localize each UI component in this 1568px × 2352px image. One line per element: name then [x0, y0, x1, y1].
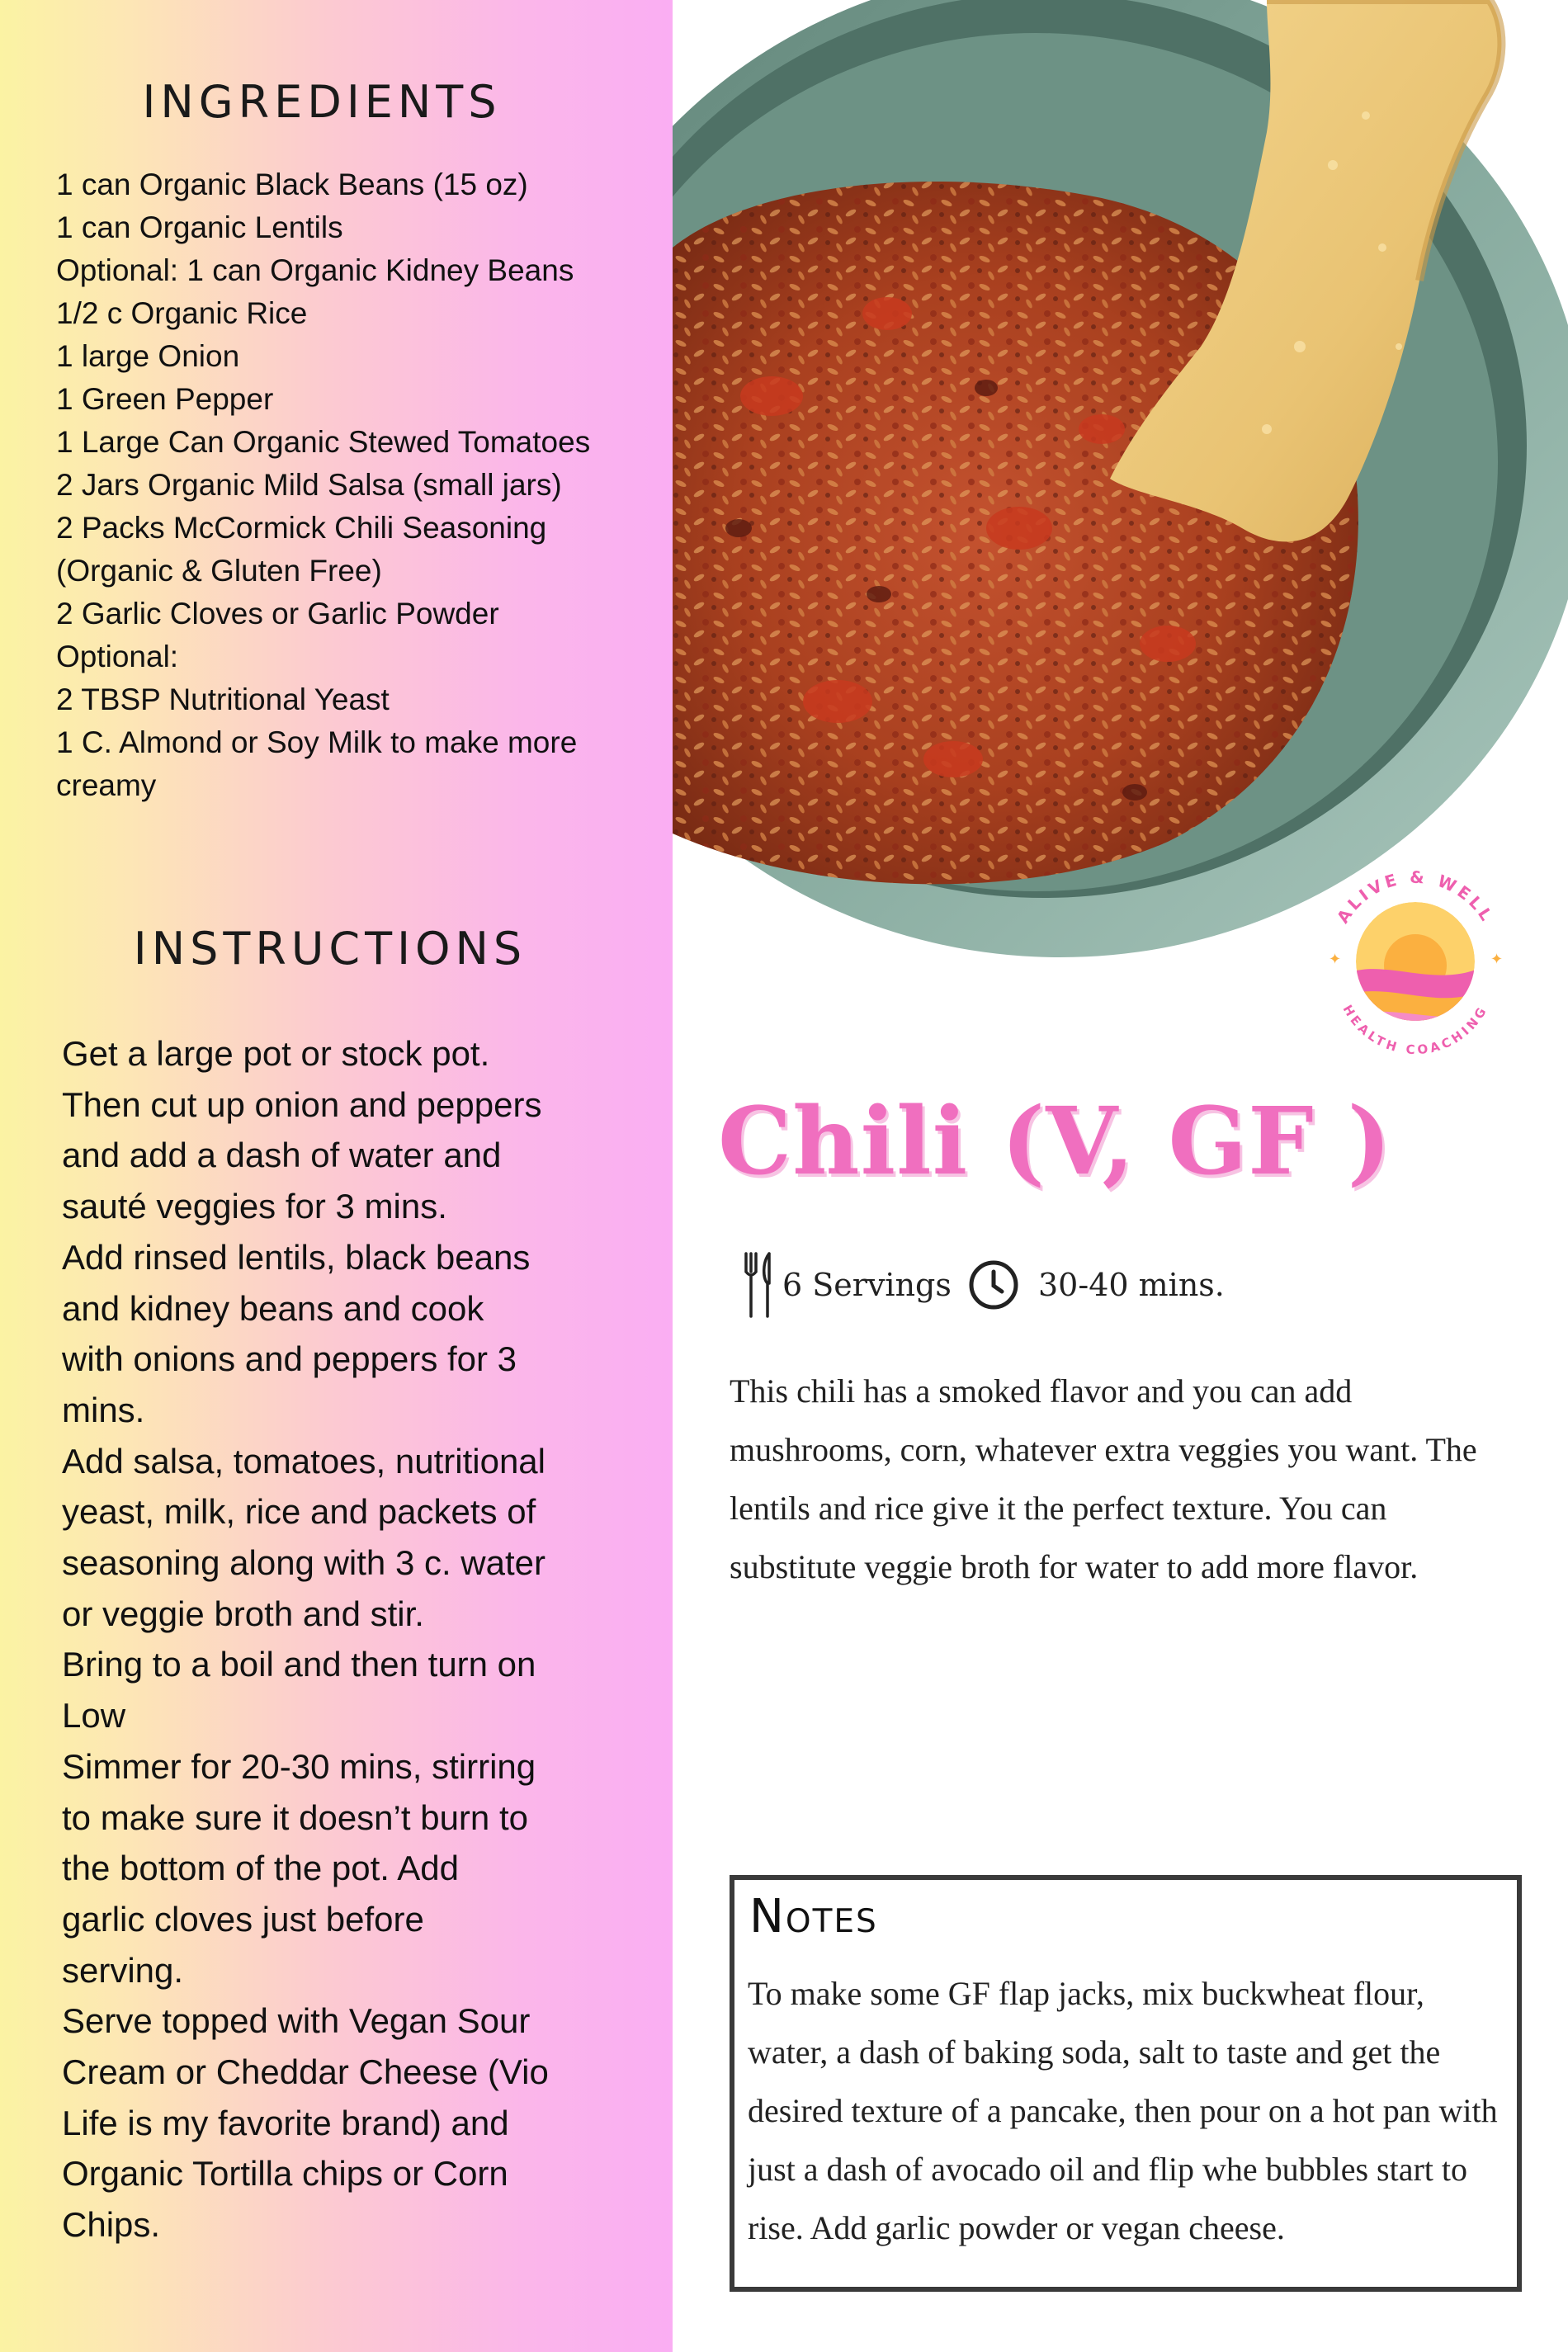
- ingredient-item: Optional: 1 can Organic Kidney Beans: [56, 253, 574, 287]
- ingredient-item: creamy: [56, 768, 157, 802]
- instruction-line: Add rinsed lentils, black beans: [62, 1237, 531, 1277]
- clock-icon: [967, 1259, 1020, 1311]
- instruction-line: with onions and peppers for 3: [62, 1339, 517, 1379]
- instruction-line: Add salsa, tomatoes, nutritional: [62, 1441, 545, 1481]
- instruction-line: Get a large pot or stock pot.: [62, 1034, 490, 1073]
- servings-text: 6 Servings: [782, 1267, 952, 1303]
- ingredient-item: 1 Green Pepper: [56, 382, 274, 416]
- instruction-line: to make sure it doesn’t burn to: [62, 1797, 528, 1837]
- instruction-line: seasoning along with 3 c. water: [62, 1543, 546, 1583]
- notes-heading: Notes: [749, 1890, 878, 1943]
- instruction-line: Chips.: [62, 2205, 161, 2245]
- ingredient-item: 2 Packs McCormick Chili Seasoning: [56, 511, 547, 545]
- instruction-line: sauté veggies for 3 mins.: [62, 1187, 447, 1226]
- fork-knife-icon: [741, 1250, 777, 1320]
- ingredient-item: 1 can Organic Black Beans (15 oz): [56, 168, 528, 201]
- instructions-list: [62, 1028, 623, 2250]
- recipe-description: This chili has a smoked flavor and you can add mushrooms, corn, whatever extra veggies you want. The lentils and rice give it the perfect texture. You can substitute veggie broth for water to add more flavor.: [730, 1372, 1477, 1585]
- instruction-line: garlic cloves just before: [62, 1899, 424, 1939]
- instruction-line: and kidney beans and cook: [62, 1288, 484, 1328]
- instruction-line: Life is my favorite brand) and: [62, 2103, 509, 2142]
- ingredient-item: 1 C. Almond or Soy Milk to make more: [56, 725, 578, 759]
- logo-bottom-text: HEALTH COACHING: [1339, 1002, 1491, 1058]
- time-text: 30-40 mins.: [1038, 1267, 1225, 1303]
- ingredients-heading: INGREDIENTS: [142, 76, 502, 128]
- svg-text:✦: ✦: [1329, 951, 1342, 967]
- ingredients-list: [56, 163, 650, 807]
- ingredient-item: 2 Garlic Cloves or Garlic Powder: [56, 597, 499, 631]
- left-panel: [0, 0, 673, 2352]
- ingredient-item: (Organic & Gluten Free): [56, 554, 382, 588]
- instruction-line: the bottom of the pot. Add: [62, 1849, 460, 1888]
- alive-well-logo: [1312, 858, 1518, 1065]
- instruction-line: Cream or Cheddar Cheese (Vio: [62, 2052, 549, 2092]
- recipe-title: Chili (V, GF ): [718, 1088, 1392, 1196]
- ingredient-item: 2 TBSP Nutritional Yeast: [56, 682, 390, 716]
- instruction-line: yeast, milk, rice and packets of: [62, 1492, 536, 1532]
- ingredient-item: 1 can Organic Lentils: [56, 210, 343, 244]
- instruction-line: Then cut up onion and peppers: [62, 1084, 542, 1124]
- instruction-line: Low: [62, 1696, 126, 1736]
- servings-info: [741, 1248, 952, 1322]
- notes-box: [730, 1875, 1522, 2292]
- instructions-heading: INSTRUCTIONS: [133, 923, 527, 975]
- svg-text:✦: ✦: [1490, 951, 1504, 967]
- ingredient-item: 2 Jars Organic Mild Salsa (small jars): [56, 468, 562, 502]
- logo-top-text: ALIVE & WELL: [1332, 867, 1499, 928]
- instruction-line: mins.: [62, 1390, 145, 1429]
- instruction-line: and add a dash of water and: [62, 1136, 502, 1175]
- instruction-line: Serve topped with Vegan Sour: [62, 2001, 531, 2041]
- instruction-line: or veggie broth and stir.: [62, 1594, 424, 1633]
- time-info: [967, 1248, 1225, 1322]
- ingredient-item: 1/2 c Organic Rice: [56, 296, 308, 330]
- ingredient-item: Optional:: [56, 640, 179, 673]
- ingredient-item: 1 Large Can Organic Stewed Tomatoes: [56, 425, 591, 459]
- chili-bowl-photo: [673, 0, 1568, 990]
- instruction-line: serving.: [62, 1950, 184, 1990]
- notes-text: To make some GF flap jacks, mix buckwheat flour, water, a dash of baking soda, salt to taste and get the desired texture of a pancake, then pour on a hot pan with just a dash of avocado oil and flip whe bubbles start to rise. Add garlic powder or vegan cheese.: [748, 1975, 1498, 2246]
- ingredient-item: 1 large Onion: [56, 339, 240, 373]
- instruction-line: Bring to a boil and then turn on: [62, 1645, 536, 1684]
- instruction-line: Organic Tortilla chips or Corn: [62, 2154, 508, 2194]
- instruction-line: Simmer for 20-30 mins, stirring: [62, 1746, 536, 1786]
